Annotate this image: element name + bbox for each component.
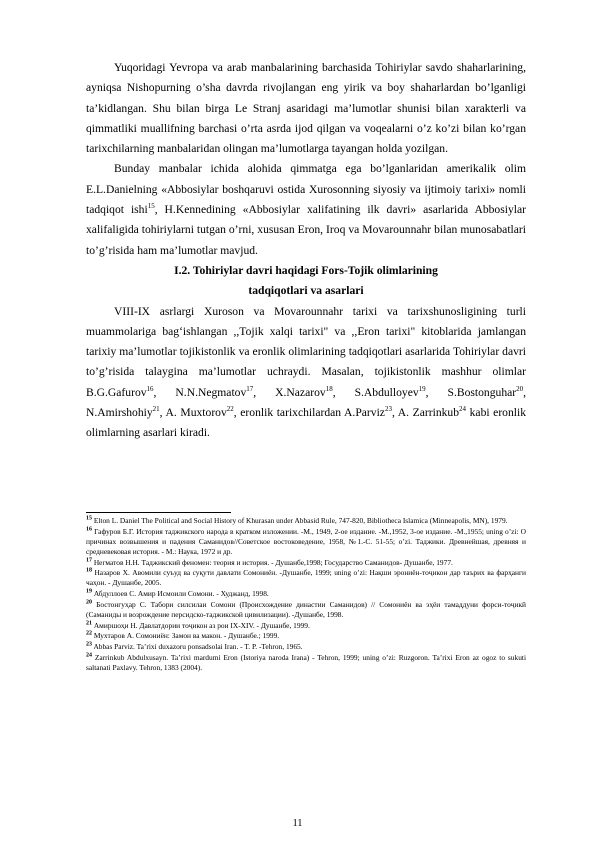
footnote-text: Гафуров Б.Г. История таджикского народа в кратком изложении. -М., 1949, 2-ое издание. -М.,1952, 3-ое издание. -М.,1955; uning o’zi: О причинах возвышения и падения Саманидов//Советское востоковедение, 1958, №1.-С. 51-55; o’zi. Таджики. Древнейшая, древняя и средневековая история. - М.: Наука, 1972 и др.: [86, 526, 526, 556]
section-heading-line-2: tadqiqotlari va asarlari: [248, 284, 364, 298]
footnote-ref-20: 20: [516, 384, 524, 393]
footnote-text: Назаров Х. Авомили суъуд ва суқути давлати Сомониён. -Душанбе, 1999; uning o’zi: Нақши эрониён-тоҷикон дар таърих ва фарҳанги чаҳон. - Душанбе, 2005.: [86, 568, 526, 588]
paragraph-3: [86, 302, 526, 444]
footnote-19: [86, 589, 526, 599]
footnote-ref-19: 19: [418, 384, 426, 393]
footnote-number: 22: [86, 630, 92, 637]
footnote-ref-16: 16: [146, 384, 154, 393]
footnote-24: [86, 653, 526, 673]
footnote-separator: [86, 512, 231, 513]
paragraph-3-middle: eronlik tarixchilardan: [240, 406, 345, 420]
footnote-18: [86, 568, 526, 588]
scholar-name: A.Parviz: [344, 406, 385, 420]
footnote-text: Мухтаров А. Сомониён: Замон ва макон. - Душанбе.; 1999.: [92, 631, 280, 641]
scholar-name: S.Abdulloyev: [354, 385, 419, 399]
footnote-16: [86, 527, 526, 557]
scholar-name: S.Bostonguhar: [447, 385, 517, 399]
list-separator: ,: [523, 385, 527, 399]
footnote-text: Бостонгуҳар С. Табори силсилаи Сомони (Происхождение династии Саманидов) // Сомониён ва эҳёи тамаддуни форси-тоҷикӣ (Саманиды и возрождение персидско-таджикской цивилизации). -Душанбе, 1998.: [86, 599, 526, 619]
footnote-23: [86, 642, 526, 652]
list-separator: ,: [153, 385, 176, 399]
footnote-ref-15: 15: [147, 202, 155, 211]
footnote-ref-22: 22: [226, 405, 234, 414]
scholar-list-iranian: [344, 406, 470, 419]
footnote-17: [86, 558, 526, 568]
footnotes: [86, 516, 526, 673]
footnote-ref-21: 21: [152, 405, 160, 414]
footnote-number: 20: [86, 599, 92, 606]
footnote-20: [86, 600, 526, 620]
footnote-number: 16: [86, 526, 92, 533]
footnote-number: 17: [86, 557, 92, 564]
paragraph-2-text-b: , H.Kennedining «Abbosiylar xalifatining ilk davri» asarlarida Abbosiylar xalifaligida tohiriylarni tutgan o’rni, xususan Eron, Iroq va Movarounnahr bilan munosabatlari to’g’risida ham ma’lumotlar mavjud.: [86, 203, 526, 257]
scholar-name: X.Nazarov: [275, 385, 326, 399]
footnote-text: Негматов Н.Н. Таджикский феномен: теория и история. - Душанбе,1998; Государство Саманидов- Душанбе, 1977.: [92, 557, 453, 567]
footnote-15: [86, 516, 526, 526]
scholar-name: A. Muxtorov: [165, 406, 227, 420]
footnote-ref-17: 17: [246, 384, 254, 393]
list-separator: ,: [391, 406, 398, 420]
list-separator: ,: [332, 385, 355, 399]
footnote-number: 19: [86, 588, 92, 595]
scholar-name: A. Zarrinkub: [397, 406, 460, 420]
body-text: [86, 58, 526, 444]
paragraph-3-intro: VIII-IX asrlargi Xuroson va Movarounnahr tarixi va tarixshunosligining turli muammolariga bag‘ishlangan ,,Tojik xalqi tarixi" va ,,Eron tarixi" kitoblarida jamlangan tarixiy ma’lumotlar tojikistonlik va eronlik olimlarining tadqiqotlari asarlarida Tohiriylar davri to’g’risida talaygina ma’lumotlar uchraydi. Masalan, tojikistonlik mashhur olimlar: [86, 304, 526, 379]
paragraph-2: [86, 159, 526, 260]
list-separator: ,: [159, 406, 166, 420]
paragraph-2-text-a: Bunday manbalar ichida alohida qimmatga ega bo’lganlaridan amerikalik olim E.L.Danielning «Abbosiylar boshqaruvi ostida Xurosonning siyosiy va ijtimoiy tarixi» nomli tadqiqot ishi: [86, 162, 526, 217]
page-number: 11: [292, 818, 303, 829]
footnote-ref-23: 23: [384, 405, 392, 414]
scholar-name: N.N.Negmatov: [175, 385, 247, 399]
footnote-number: 23: [86, 641, 92, 648]
footnote-text: Zarrinkub Abdulxusayn. Ta’rixi mardumi Eron (Istoriya naroda Irana) - Tehron, 1999; uning o’zi: Ruzgoron. Ta’rixi Eron az ogoz to sukuti saltanati Paxlavy. Tehron, 1383 (2004).: [86, 652, 526, 672]
footnote-number: 15: [86, 515, 92, 522]
footnote-ref-18: 18: [325, 384, 333, 393]
footnote-number: 24: [86, 652, 92, 659]
list-separator: ,: [425, 385, 448, 399]
list-separator: ,: [253, 385, 276, 399]
footnote-text: Abbas Parviz. Ta’rixi duxazoru ponsadsolai Iran. - T. P. -Tehron, 1965.: [92, 641, 303, 651]
footnote-text: Elton L. Daniel The Political and Social History of Khurasan under Abbasid Rule, 747-820, Bibliotheca Islamica (Minneapolis, MN), 1979.: [92, 516, 508, 525]
list-separator: ,: [233, 406, 241, 420]
paragraph-1: Yuqoridagi Yevropa va arab manbalarining barchasida Tohiriylar savdo shaharlarining, ayniqsa Nishopurning o’sha davrda rivojlangan eng yirik va boy shaharlardan bo’lganligi ta’kidlangan. Shu bilan birga Le Stranj asaridagi ma’lumotlar shunisi bilan xarakterli va qimmatliki muallifning barchasi o’rta asrda ijod qilgan va voqealarni o’z ko’zi bilan ko’rgan tarixchilarning manbalaridan olingan ma’lumotlarga tayangan holda yozilgan.: [86, 61, 526, 156]
paragraph-3-outro: kabi eronlik olimlarning asarlari kiradi.: [86, 406, 527, 440]
section-heading-line-1: I.2. Tohiriylar davri haqidagi Fors-Tojik olimlarining: [174, 263, 438, 277]
footnote-text: Амиршоҳи Н. Давлатдории тоҷикон аз рои IX-XIV. - Душанбе, 1999.: [92, 620, 310, 630]
footnote-number: 18: [86, 567, 92, 574]
scholar-name: B.G.Gafurov: [86, 385, 147, 399]
scholar-name: N.Amirshohiy: [86, 406, 153, 420]
footnote-number: 21: [86, 620, 92, 627]
footnote-21: [86, 621, 526, 631]
footnote-text: Абдуллоев С. Амир Исмоили Сомони. - Худжанд, 1998.: [92, 589, 269, 599]
footnote-22: [86, 631, 526, 641]
footnote-ref-24: 24: [459, 405, 467, 414]
